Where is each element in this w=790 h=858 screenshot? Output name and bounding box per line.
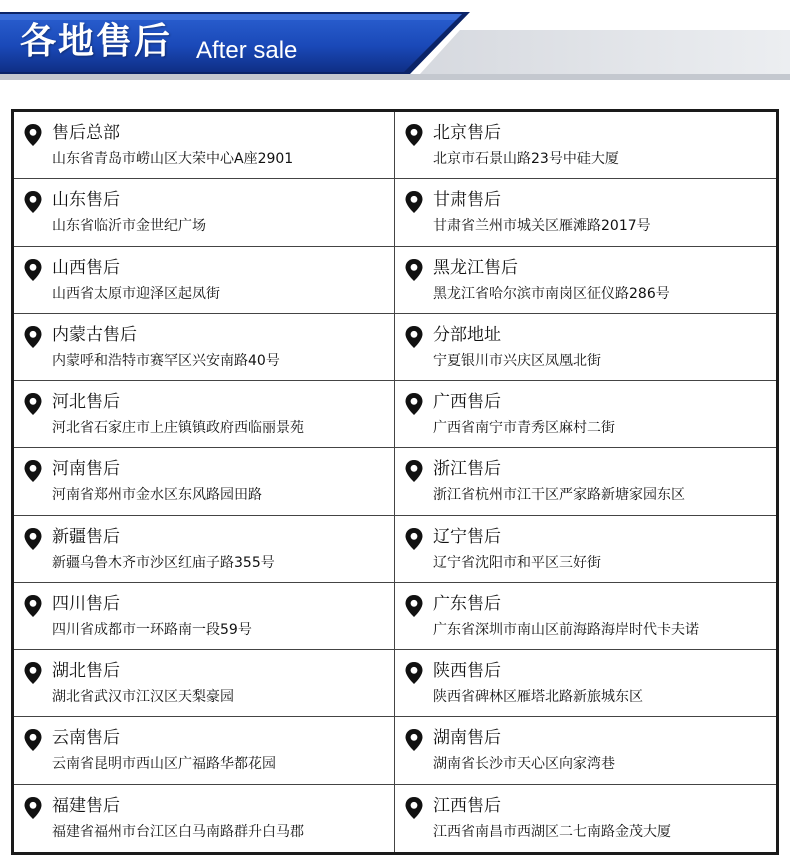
location-title: 湖南售后 <box>433 728 501 749</box>
location-title: 甘肃售后 <box>433 190 501 211</box>
location-title: 山西售后 <box>52 257 120 278</box>
location-address: 内蒙呼和浩特市赛罕区兴安南路40号 <box>52 352 280 369</box>
location-address: 河南省郑州市金水区东风路园田路 <box>52 487 262 504</box>
location-title: 黑龙江售后 <box>433 257 518 278</box>
location-title: 广西售后 <box>433 392 501 413</box>
location-title: 江西售后 <box>433 795 501 816</box>
page-title: 各地售后 <box>20 21 173 62</box>
location-title: 湖北售后 <box>52 661 120 682</box>
location-cell <box>14 448 395 515</box>
location-address: 北京市石景山路23号中硅大厦 <box>433 151 619 167</box>
location-cell <box>14 247 395 314</box>
location-title: 分部地址 <box>433 324 501 345</box>
map-pin-icon <box>405 729 423 751</box>
map-pin-icon <box>405 326 423 348</box>
location-address: 湖南省长沙市天心区向家湾巷 <box>433 756 615 773</box>
location-address: 山东省临沂市金世纪广场 <box>52 218 206 235</box>
location-address: 甘肃省兰州市城关区雁滩路2017号 <box>433 218 651 235</box>
location-title: 辽宁售后 <box>433 526 501 547</box>
location-cell <box>14 179 395 246</box>
location-address: 黑龙江省哈尔滨市南岗区征仪路286号 <box>433 285 670 302</box>
location-address: 宁夏银川市兴庆区凤凰北街 <box>433 352 601 369</box>
location-cell <box>395 717 776 784</box>
map-pin-icon <box>405 124 423 146</box>
header-banner <box>0 0 790 90</box>
location-title: 河北售后 <box>52 392 120 413</box>
map-pin-icon <box>405 259 423 281</box>
location-title: 云南售后 <box>52 728 120 749</box>
locations-grid <box>14 112 776 852</box>
location-cell <box>14 785 395 852</box>
location-address: 云南省昆明市西山区广福路华都花园 <box>52 756 276 773</box>
location-title: 浙江售后 <box>433 459 501 480</box>
map-pin-icon <box>24 259 42 281</box>
location-address: 河北省石家庄市上庄镇镇政府西临丽景苑 <box>52 420 304 437</box>
location-address: 湖北省武汉市江汉区天梨豪园 <box>52 689 234 706</box>
location-title: 北京售后 <box>433 123 501 143</box>
map-pin-icon <box>24 729 42 751</box>
location-address: 山西省太原市迎泽区起凤街 <box>52 285 220 302</box>
map-pin-icon <box>24 662 42 684</box>
location-title: 内蒙古售后 <box>52 324 137 345</box>
location-title: 福建售后 <box>52 795 120 816</box>
location-address: 新疆乌鲁木齐市沙区红庙子路355号 <box>52 554 275 571</box>
map-pin-icon <box>24 595 42 617</box>
location-cell <box>395 583 776 650</box>
location-address: 山东省青岛市崂山区大荣中心A座2901 <box>52 151 294 167</box>
location-address: 广东省深圳市南山区前海路海岸时代卡夫诺 <box>433 621 699 638</box>
map-pin-icon <box>24 393 42 415</box>
map-pin-icon <box>24 797 42 819</box>
location-cell <box>14 583 395 650</box>
location-cell <box>14 516 395 583</box>
location-address: 辽宁省沈阳市和平区三好街 <box>433 554 601 571</box>
map-pin-icon <box>405 662 423 684</box>
location-cell <box>395 179 776 246</box>
location-title: 新疆售后 <box>52 526 120 547</box>
location-cell <box>395 314 776 381</box>
location-cell <box>14 650 395 717</box>
location-cell <box>14 112 395 179</box>
location-cell <box>395 785 776 852</box>
map-pin-icon <box>405 393 423 415</box>
location-cell <box>395 247 776 314</box>
location-title: 四川售后 <box>52 593 120 614</box>
location-address: 福建省福州市台江区白马南路群升白马郡 <box>52 823 304 840</box>
location-title: 广东售后 <box>433 593 501 614</box>
map-pin-icon <box>24 460 42 482</box>
location-title: 售后总部 <box>52 123 120 143</box>
location-cell <box>395 448 776 515</box>
location-cell <box>395 650 776 717</box>
location-address: 江西省南昌市西湖区二七南路金茂大厦 <box>433 823 671 840</box>
map-pin-icon <box>24 326 42 348</box>
location-cell <box>14 381 395 448</box>
after-sale-locations-table <box>11 109 779 855</box>
map-pin-icon <box>405 528 423 550</box>
location-address: 广西省南宁市青秀区麻村二街 <box>433 420 615 437</box>
location-title: 河南售后 <box>52 459 120 480</box>
location-address: 陕西省碑林区雁塔北路新旅城东区 <box>433 689 643 706</box>
map-pin-icon <box>24 124 42 146</box>
location-title: 山东售后 <box>52 190 120 211</box>
map-pin-icon <box>405 797 423 819</box>
location-address: 浙江省杭州市江干区严家路新塘家园东区 <box>433 487 685 504</box>
page-subtitle: After sale <box>196 37 298 64</box>
location-address: 四川省成都市一环路南一段59号 <box>52 621 252 638</box>
map-pin-icon <box>24 191 42 213</box>
location-cell <box>14 314 395 381</box>
location-cell <box>395 381 776 448</box>
location-cell <box>14 717 395 784</box>
map-pin-icon <box>405 191 423 213</box>
location-title: 陕西售后 <box>433 661 501 682</box>
map-pin-icon <box>405 460 423 482</box>
map-pin-icon <box>24 528 42 550</box>
location-cell <box>395 516 776 583</box>
location-cell <box>395 112 776 179</box>
map-pin-icon <box>405 595 423 617</box>
